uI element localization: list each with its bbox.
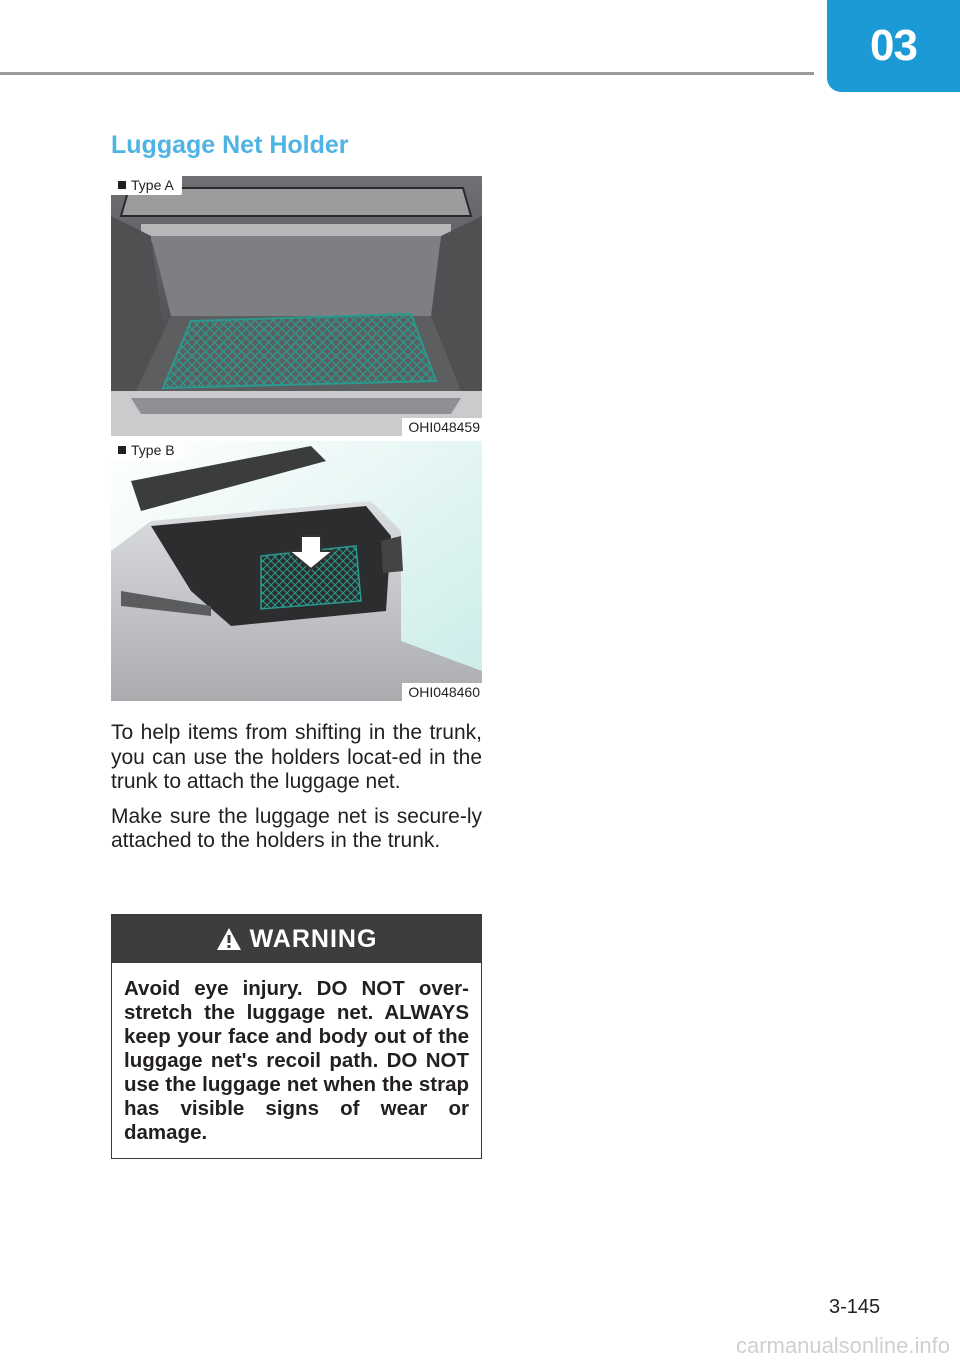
car-rear-trunk-illustration	[111, 441, 482, 701]
body-text	[111, 721, 482, 864]
warning-header	[112, 915, 481, 963]
watermark: carmanualsonline.info	[735, 1333, 950, 1358]
figure-type-b	[111, 441, 482, 701]
bullet-square-icon	[118, 446, 126, 454]
page-number: 3-145	[829, 1296, 881, 1318]
body-paragraph: To help items from shifting in the trunk, you can use the holders locat-ed in the trunk to attach the luggage net.	[111, 721, 482, 793]
figure-type-a	[111, 176, 482, 436]
figure-code: OHI048460	[402, 683, 482, 701]
warning-triangle-icon	[216, 927, 242, 951]
warning-box	[111, 914, 482, 1159]
bullet-square-icon	[118, 181, 126, 189]
figure-type-label: Type A	[111, 176, 182, 195]
chapter-tab	[827, 0, 960, 92]
trunk-net-illustration	[111, 176, 482, 436]
warning-title: WARNING	[249, 924, 378, 953]
warning-text: Avoid eye injury. DO NOT over-stretch the luggage net. ALWAYS keep your face and body out of the luggage net's recoil path. DO NOT use the luggage net when the strap has visible signs of wear or damage.	[124, 977, 469, 1144]
chapter-number: 03	[870, 21, 917, 70]
section-title: Luggage Net Holder	[111, 131, 349, 159]
header-rule	[0, 72, 814, 75]
body-paragraph: Make sure the luggage net is secure-ly attached to the holders in the trunk.	[111, 804, 482, 852]
figure-code: OHI048459	[402, 418, 482, 436]
figure-type-label: Type B	[111, 441, 183, 460]
